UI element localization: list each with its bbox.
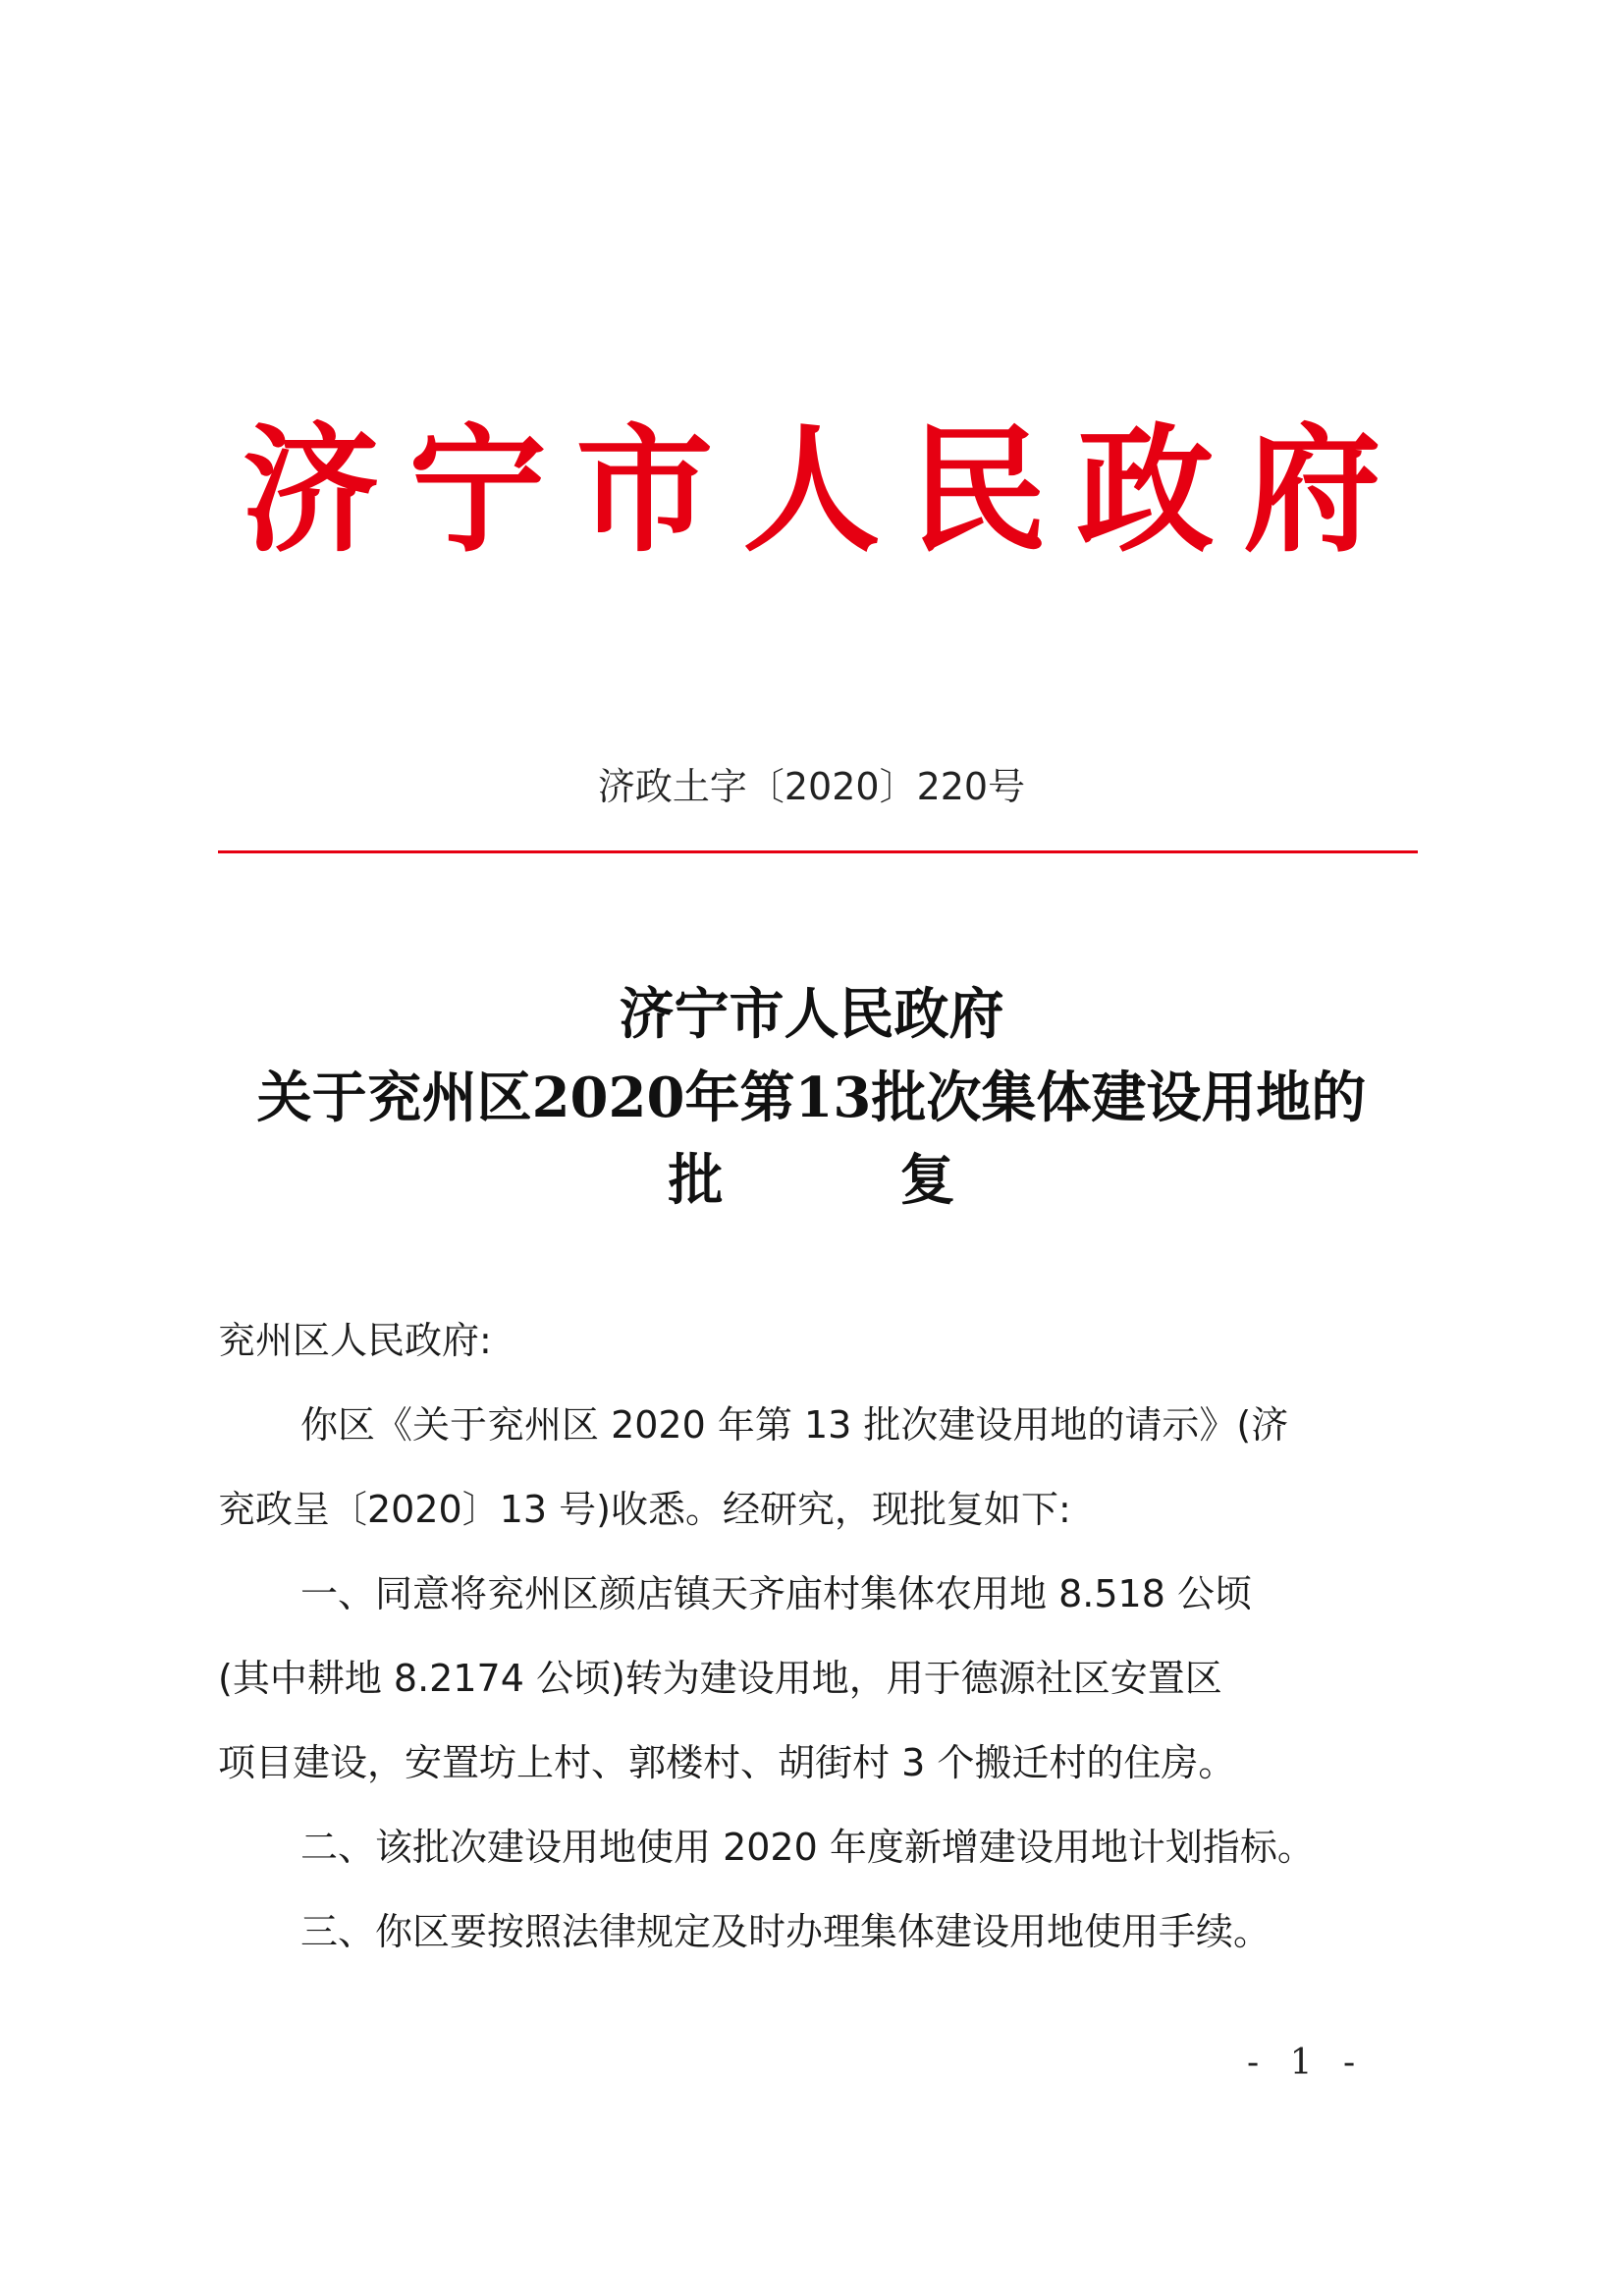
- red-divider: [218, 850, 1418, 853]
- document-number: 济政土字〔2020〕220号: [597, 765, 1026, 808]
- title-line-1: 济宁市人民政府: [619, 982, 1004, 1047]
- addressee: 兖州区人民政府:: [218, 1319, 492, 1362]
- title-line-3: 批复: [668, 1148, 1132, 1213]
- paragraph-1-line-2: 兖政呈〔2020〕13 号)收悉。经研究，现批复如下:: [218, 1488, 1071, 1531]
- page-number: - 1 -: [1247, 2043, 1366, 2083]
- paragraph-2-line-3: 项目建设，安置坊上村、郭楼村、胡街村 3 个搬迁村的住房。: [218, 1741, 1236, 1784]
- paragraph-3: 二、该批次建设用地使用 2020 年度新增建设用地计划指标。: [300, 1826, 1315, 1869]
- paragraph-2-line-2: (其中耕地 8.2174 公顷)转为建设用地，用于德源社区安置区: [218, 1657, 1222, 1700]
- paragraph-1-line-1: 你区《关于兖州区 2020 年第 13 批次建设用地的请示》(济: [300, 1403, 1289, 1447]
- title-line-2: 关于兖州区2020年第13批次集体建设用地的: [256, 1066, 1367, 1130]
- masthead-title: 济宁市人民政府: [242, 410, 1411, 572]
- paragraph-4: 三、你区要按照法律规定及时办理集体建设用地使用手续。: [300, 1910, 1271, 1953]
- paragraph-2-line-1: 一、同意将兖州区颜店镇天齐庙村集体农用地 8.518 公顷: [300, 1572, 1252, 1615]
